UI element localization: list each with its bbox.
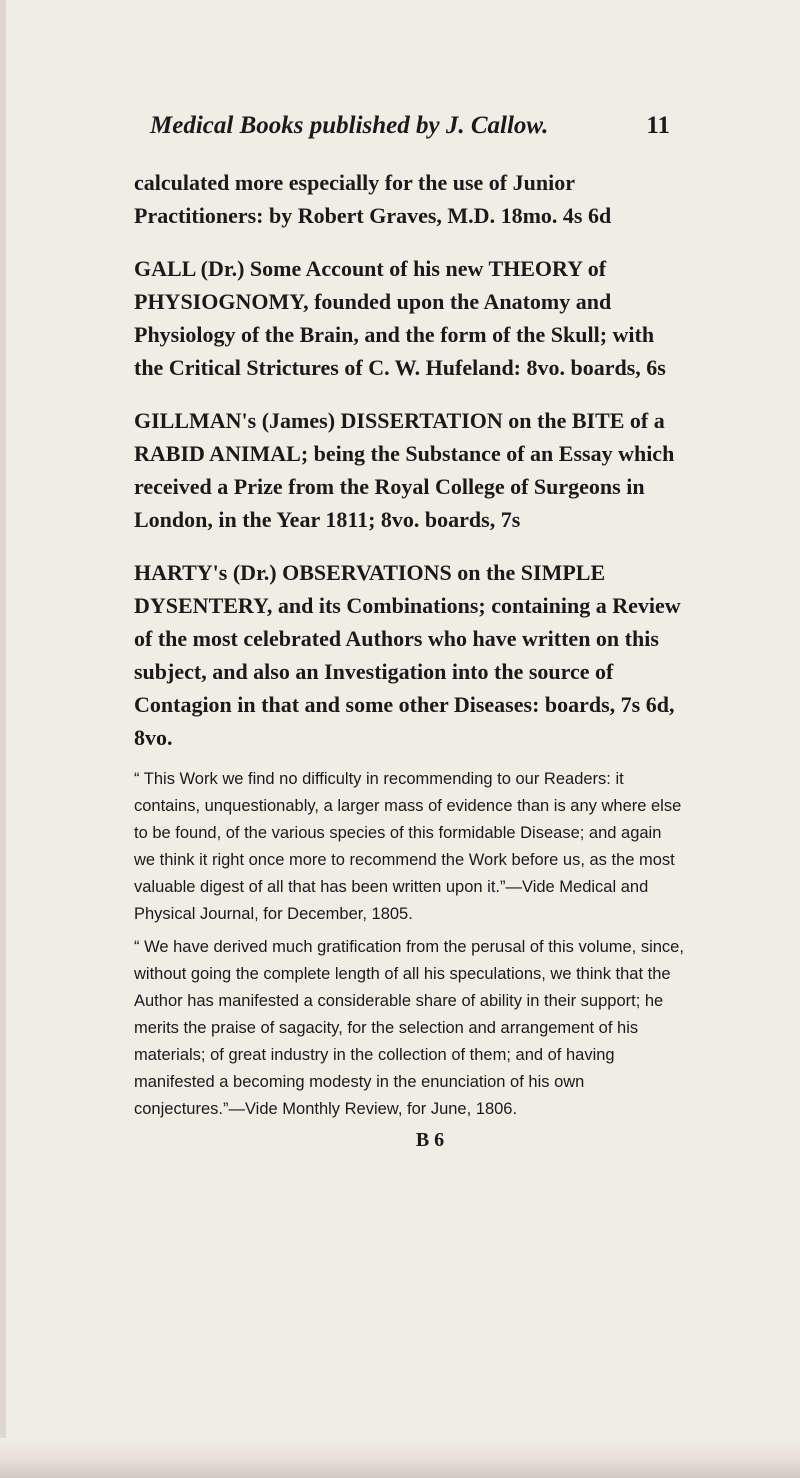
running-header bbox=[150, 112, 670, 140]
catalogue-entry-gillman: GILLMAN's (James) DISSERTATION on the BITE of a RABID ANIMAL; being the Substance of an Essay which received a Prize from the Royal College of Surgeons in London, in the Year 1811; 8vo. boards, 7s bbox=[134, 408, 675, 532]
printer-signature: B 6 bbox=[415, 1129, 445, 1151]
running-title: Medical Books published by J. Callow. bbox=[150, 112, 549, 139]
catalogue-entry-gall: GALL (Dr.) Some Account of his new THEORY of PHYSIOGNOMY, founded upon the Anatomy and Physiology of the Brain, and the form of the Skull; with the Critical Strictures of C. W. Hufeland: 8vo. boards, 6s bbox=[134, 256, 666, 380]
review-quote-medical-journal: “ This Work we find no difficulty in recommending to our Readers: it contains, unquestionably, a larger mass of evidence than is any where else to be found, of the various species of this formidable Disease; and again we think it right once more to recommend the Work before us, as the most valuable digest of all that has been written upon it.”—Vide Medical and Physical Journal, for December, 1805. bbox=[134, 770, 682, 923]
page-body bbox=[134, 166, 686, 1152]
page-number: 11 bbox=[646, 112, 670, 139]
review-quote-monthly-review: “ We have derived much gratification from the perusal of this volume, since, without going the complete length of all his speculations, we think that the Author has manifested a considerable share of ability in their support; he merits the praise of sagacity, for the selection and arrangement of his materials; of great industry in the collection of them; and of having manifested a becoming modesty in the enunciation of his own conjectures.”—Vide Monthly Review, for June, 1806. bbox=[134, 938, 684, 1118]
catalogue-entry-harty: HARTY's (Dr.) OBSERVATIONS on the SIMPLE DYSENTERY, and its Combinations; containing a Review of the most celebrated Authors who have written on this subject, and also an Investigation into the source of Contagion in that and some other Diseases: boards, 7s 6d, 8vo. bbox=[134, 560, 681, 750]
catalogue-entry-graves: calculated more especially for the use of Junior Practitioners: by Robert Graves, M.D. 18mo. 4s 6d bbox=[134, 170, 612, 228]
